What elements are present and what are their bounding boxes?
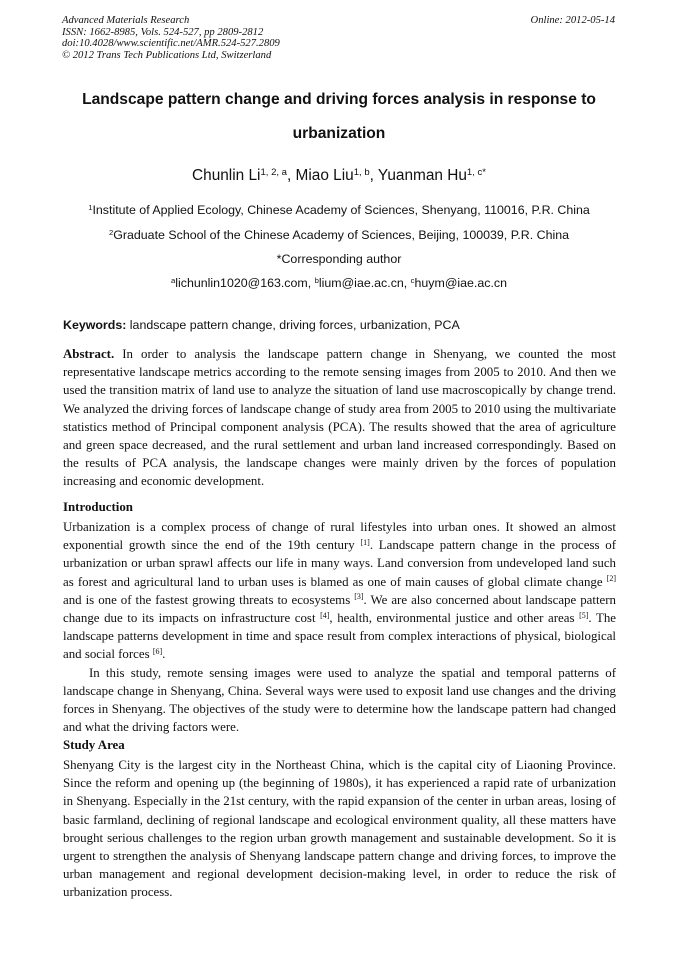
keywords-text: landscape pattern change, driving forces, urbanization, PCA xyxy=(126,318,460,332)
citation: [1] xyxy=(360,537,370,547)
abstract xyxy=(63,345,616,491)
introduction-body xyxy=(63,518,616,736)
email-address: huym@iae.ac.cn xyxy=(414,276,507,290)
journal-name: Advanced Materials Research xyxy=(62,15,190,26)
corresponding-author: *Corresponding author xyxy=(276,252,402,266)
introduction-paragraph-1 xyxy=(63,518,616,664)
author-superscript: 1, c* xyxy=(466,166,486,178)
copyright-line: © 2012 Trans Tech Publications Ltd, Switzerland xyxy=(62,49,272,61)
text-run: , health, environmental justice and other areas xyxy=(329,611,580,626)
abstract-label: Abstract. xyxy=(63,347,115,361)
keywords xyxy=(63,318,616,332)
email-line xyxy=(30,276,648,290)
citation: [3] xyxy=(354,592,364,602)
introduction-heading: Introduction xyxy=(63,500,133,514)
online-date: Online: 2012-05-14 xyxy=(530,15,615,26)
affiliation-mark: 1 xyxy=(88,202,93,212)
author-name: Miao Liu xyxy=(295,167,354,184)
email-address: lichunlin1020@163.com, xyxy=(175,276,315,290)
text-run: . The landscape patterns development in time and space result from complex interactions of physical, biological and social forces xyxy=(63,611,616,662)
author-name: Chunlin Li xyxy=(192,167,261,184)
citation: [4] xyxy=(320,610,330,620)
text-run: . We are also concerned about landscape pattern change due to its impacts on infrastructure cost xyxy=(63,592,616,626)
text-run: Urbanization is a complex process of change of rural lifestyles into urban ones. It showed an almost exponential growth since the end of the 19th century xyxy=(63,520,616,553)
introduction-paragraph-2: In this study, remote sensing images were used to analyze the spatial and temporal patterns of landscape change in Shenyang, China. Several ways were used to exposit land use changes and the driving forces in Shenyang. The objectives of the study were to determine how the landscape pattern had changed and what the driving factors were. xyxy=(63,665,616,735)
issn-line: ISSN: 1662-8985, Vols. 524-527, pp 2809-2812 xyxy=(62,26,264,38)
affiliation-2 xyxy=(30,228,648,242)
text-run: . xyxy=(162,647,166,662)
paper-title-line2: urbanization xyxy=(292,125,386,142)
affiliation-mark: 2 xyxy=(108,227,114,237)
author-separator: , xyxy=(286,167,296,184)
study-area-heading: Study Area xyxy=(63,738,125,752)
author-name: Yuanman Hu xyxy=(377,167,467,184)
text-run: and is one of the fastest growing threats to ecosystems xyxy=(63,592,355,607)
abstract-text: In order to analysis the landscape pattern change in Shenyang, we counted the most representative landscape metrics according to the remote sensing images from 2005 to 2010. And then we used the transition matrix of land use to analyze the situation of land use macroscopically by change trend. We analyzed the driving forces of landscape change of study area from 2005 to 2010 using the multivariate statistics method of Principal component analysis (PCA). The results showed that the area of agriculture and green space decreased, and the rural settlement and urban land increased correspondingly. Based on the results of PCA analysis, the landscape changes were mainly driven by the forces of population increasing and economic development. xyxy=(63,347,616,489)
citation: [6] xyxy=(152,647,163,657)
keywords-label: Keywords: xyxy=(63,318,127,332)
doi-line: doi:10.4028/www.scientific.net/AMR.524-527.2809 xyxy=(62,38,280,50)
email-mark: a xyxy=(171,275,176,285)
study-area-body: Shenyang City is the largest city in the Northeast China, which is the capital city of Liaoning Province. Since the reform and opening up (the beginning of 1980s), it has experienced a rapid rate of urbanization in Shenyang. Especially in the 21st century, with the rapid expansion of the center in urban areas, losing of basic farmland, declining of regional landscape and ecological environment quality, all these matters have brought serious challenges to the region urban growth management and sustainable development. So it is urgent to strengthen the analysis of Shenyang landscape pattern change and driving forces, to improve the urban management and regional development decision-making level, in order to reduce the risk of urbanization process. xyxy=(63,758,616,900)
author-superscript: 1, 2, a xyxy=(260,166,287,178)
text-run: . Landscape pattern change in the process of urbanization or urban sprawl affects our life in many ways. Land conversion from undeveloped land such as forest and agricultural land to urban uses is blamed as one of main causes of global climate change xyxy=(63,538,617,589)
author-list xyxy=(40,167,638,185)
citation: [5] xyxy=(579,610,589,620)
email-address: lium@iae.ac.cn, xyxy=(318,276,411,290)
email-mark: c xyxy=(410,275,415,285)
author-superscript: 1, b xyxy=(353,166,370,178)
affiliation-text: Institute of Applied Ecology, Chinese Academy of Sciences, Shenyang, 110016, P.R. China xyxy=(92,203,590,217)
paper-title-line1: Landscape pattern change and driving forces analysis in response to xyxy=(82,91,596,108)
journal-header xyxy=(62,15,615,61)
affiliation-text: Graduate School of the Chinese Academy of Sciences, Beijing, 100039, P.R. China xyxy=(113,228,570,242)
affiliation-1 xyxy=(30,203,648,217)
email-mark: b xyxy=(314,275,319,285)
author-separator: , xyxy=(369,167,378,184)
citation: [2] xyxy=(606,574,616,584)
